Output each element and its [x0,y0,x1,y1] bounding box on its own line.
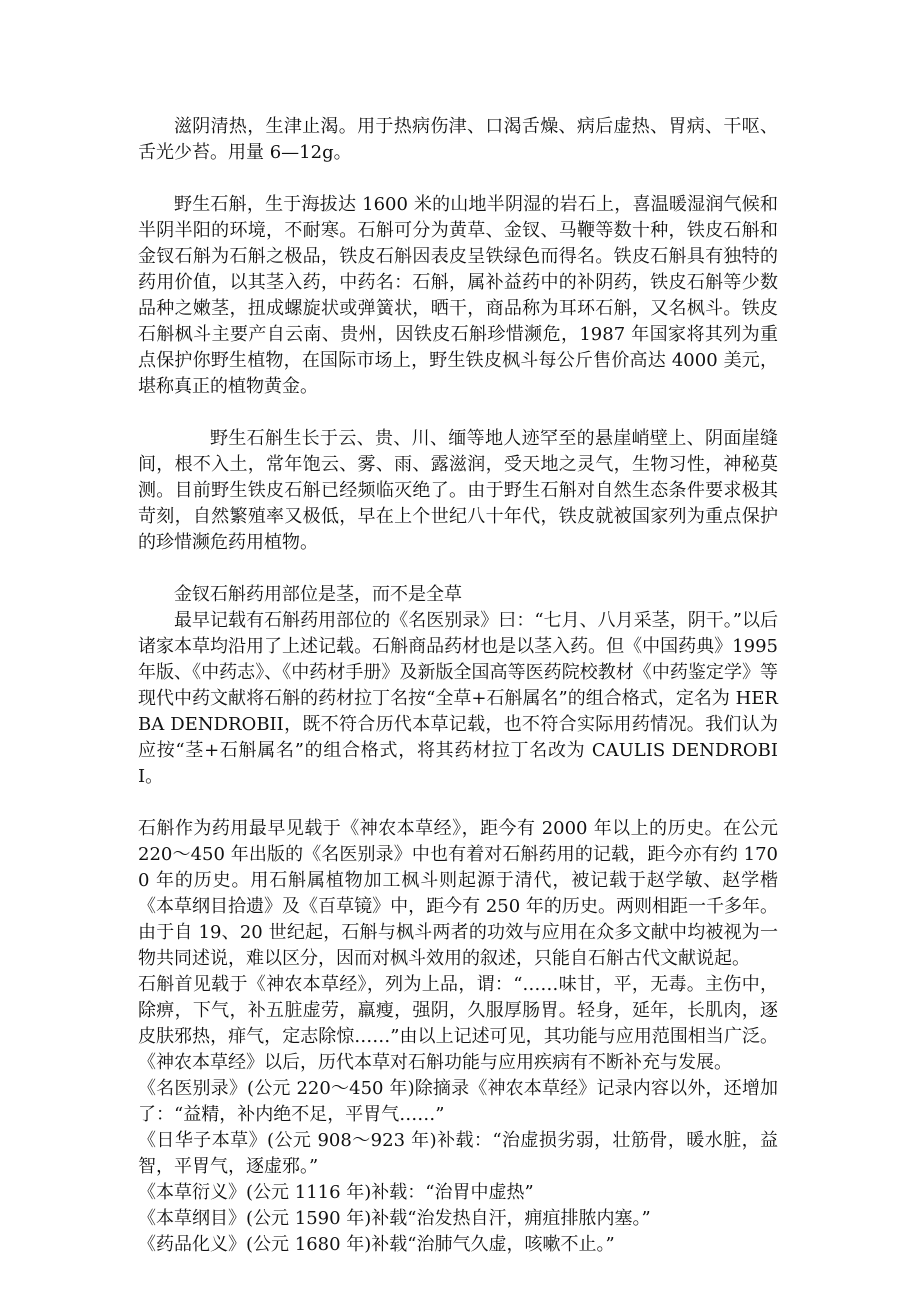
paragraph-habitat: 野生石斛生长于云、贵、川、缅等地人迹罕至的悬崖峭壁上、阴面崖缝间，根不入土，常年饱云、雾、雨、露滋润，受天地之灵气，生物习性，神秘莫测。目前野生铁皮石斛已经频临灭绝了。由于野生石斛对自然生态条件要求极其苛刻，自然繁殖率又极低，早在上个世纪八十年代，铁皮就被国家列为重点保护的珍惜濒危药用植物。 [138,428,778,553]
paragraph-mingyi-bielu: 《名医别录》(公元 220～450 年)除摘录《神农本草经》记录内容以外，还增加了：“益精，补内绝不足，平胃气……” [138,1078,778,1125]
section-heading-medicinal-part: 金钗石斛药用部位是茎，而不是全草 [174,584,462,605]
paragraph-wild-dendrobium: 野生石斛，生于海拔达 1600 米的山地半阴湿的岩石上，喜温暖湿润气候和半阴半阳的环境，不耐寒。石斛可分为黄草、金钗、马鞭等数十种，铁皮石斛和金钗石斛为石斛之极品，铁皮石斛因表皮呈铁绿色而得名。铁皮石斛具有独特的药用价值，以其茎入药，中药名：石斛，属补益药中的补阴药，铁皮石斛等少数品种之嫩茎，扭成螺旋状或弹簧状，晒干，商品称为耳环石斛，又名枫斗。铁皮石斛枫斗主要产自云南、贵州，因铁皮石斛珍惜濒危，1987 年国家将其列为重点保护你野生植物，在国际市场上，野生铁皮枫斗每公斤售价高达 4000 美元，堪称真正的植物黄金。 [138,194,778,397]
paragraph-bencao-gangmu: 《本草纲目》(公元 1590 年)补载“治发热自汗，痈疽排脓内塞。” [138,1208,651,1229]
document-body [138,114,778,1258]
paragraph-bencao-yanyi: 《本草衍义》(公元 1116 年)补载：“治胃中虚热” [138,1182,534,1203]
paragraph-yaopin-huayi: 《药品化义》(公元 1680 年)补载“治肺气久虚，咳嗽不止。” [138,1234,615,1255]
paragraph-rihuazi: 《日华子本草》(公元 908～923 年)补载：“治虚损劣弱，壮筋骨，暖水脏，益智，平胃气，逐虚邪。” [138,1130,778,1177]
paragraph-history: 石斛作为药用最早见载于《神农本草经》，距今有 2000 年以上的历史。在公元 220～450 年出版的《名医别录》中也有着对石斛药用的记载，距今亦有约 1700 年的历史。用石斛属植物加工枫斗则起源于清代，被记载于赵学敏、赵学楷《本草纲目拾遗》及《百草镜》中，距今有 250 年的历史。两则相距一千多年。由于自 19、20 世纪起，石斛与枫斗两者的功效与应用在众多文献中均被视为一物共同述说，难以区分，因而对枫斗效用的叙述，只能自石斛古代文献说起。 [138,818,778,969]
paragraph-efficacy: 滋阴清热，生津止渴。用于热病伤津、口渴舌燥、病后虚热、胃病、干呕、舌光少苔。用量 6—12g。 [138,116,778,163]
paragraph-latin-name: 最早记载有石斛药用部位的《名医别录》曰：“七月、八月采茎，阴干。”以后诸家本草均沿用了上述记载。石斛商品药材也是以茎入药。但《中国药典》1995 年版、《中药志》、《中药材手册》及新版全国高等医药院校教材《中药鉴定学》等现代中药文献将石斛的药材拉丁名按“全草+石斛属名”的组合格式，定名为 HERBA DENDROBII，既不符合历代本草记载，也不符合实际用药情况。我们认为应按“茎+石斛属名”的组合格式，将其药材拉丁名改为 CAULIS DENDROBII。 [138,610,778,787]
paragraph-shennong: 石斛首见载于《神农本草经》，列为上品，谓：“……味甘，平，无毒。主伤中，除痹，下气，补五脏虚劳，羸瘦，强阴，久服厚肠胃。轻身，延年，长肌肉，逐皮肤邪热，痱气，定志除惊……”由以上记述可见，其功能与应用范围相当广泛。《神农本草经》以后，历代本草对石斛功能与应用疾病有不断补充与发展。 [138,974,778,1073]
